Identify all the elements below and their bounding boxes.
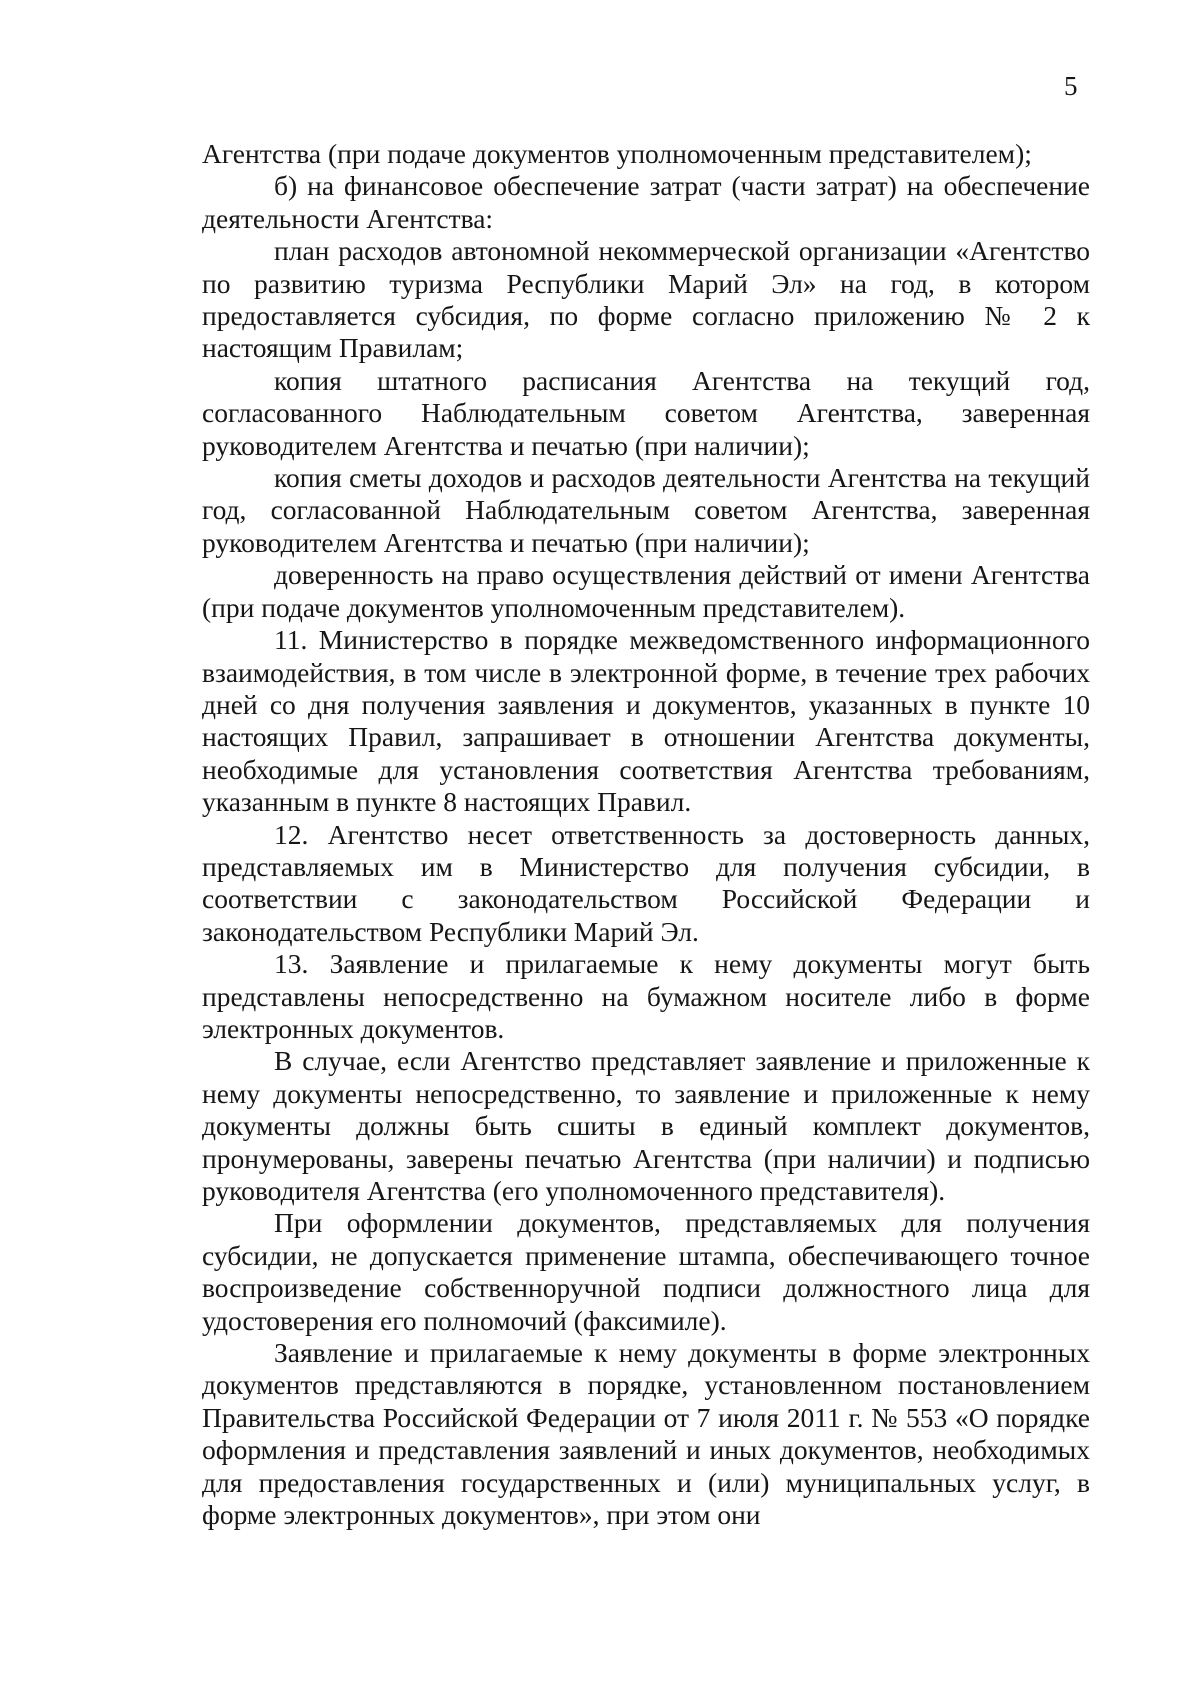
paragraph-subitem-b: б) на финансовое обеспечение затрат (части затрат) на обеспечение деятельности Агентства: [202,170,1090,234]
paragraph-power-of-attorney: доверенность на право осуществления действий от имени Агентства (при подаче документов уполномоченным представителем). [202,559,1090,623]
paragraph-staff-schedule: копия штатного расписания Агентства на текущий год, согласованного Наблюдательным советом Агентства, заверенная руководителем Агентства и печатью (при наличии); [202,364,1090,461]
document-body [202,138,1090,1531]
paragraph-electronic-submission: Заявление и прилагаемые к нему документы в форме электронных документов представляются в порядке, установленном постановлением Правительства Российской Федерации от 7 июля 2011 г. № 553 «О порядке оформления и представления заявлений и иных документов, необходимых для предоставления государственных и (или) муниципальных услуг, в форме электронных документов», при этом они [202,1337,1090,1531]
page-number: 5 [1064,71,1078,101]
paragraph-clause-13: 13. Заявление и прилагаемые к нему документы могут быть представлены непосредственно на бумажном носителе либо в форме электронных документов. [202,948,1090,1044]
paragraph-clause-12: 12. Агентство несет ответственность за достоверность данных, представляемых им в Министерство для получения субсидии, в соответствии с законодательством Российской Федерации и законодательством Республики Марий Эл. [202,818,1090,947]
paragraph-continuation: Агентства (при подаче документов уполномоченным представителем); [202,138,1032,169]
paragraph-paper-submission: В случае, если Агентство представляет заявление и приложенные к нему документы непосредственно, то заявление и приложенные к нему документы должны быть сшиты в единый комплект документов, пронумерованы, заверены печатью Агентства (при наличии) и подписью руководителя Агентства (его уполномоченного представителя). [202,1045,1090,1206]
paragraph-facsimile: При оформлении документов, представляемых для получения субсидии, не допускается применение штампа, обеспечивающего точное воспроизведение собственноручной подписи должностного лица для удостоверения его полномочий (факсимиле). [202,1207,1090,1336]
paragraph-clause-11: 11. Министерство в порядке межведомственного информационного взаимодействия, в том числе в электронной форме, в течение трех рабочих дней со дня получения заявления и документов, указанных в пункте 10 настоящих Правил, запрашивает в отношении Агентства документы, необходимые для установления соответствия Агентства требованиям, указанным в пункте 8 настоящих Правил. [202,624,1090,818]
paragraph-expense-plan: план расходов автономной некоммерческой организации «Агентство по развитию туризма Республики Марий Эл» на год, в котором предоставляется субсидия, по форме согласно приложению № 2 к настоящим Правилам; [202,235,1090,364]
paragraph-budget-estimate: копия сметы доходов и расходов деятельности Агентства на текущий год, согласованной Наблюдательным советом Агентства, заверенная руководителем Агентства и печатью (при наличии); [202,462,1090,558]
